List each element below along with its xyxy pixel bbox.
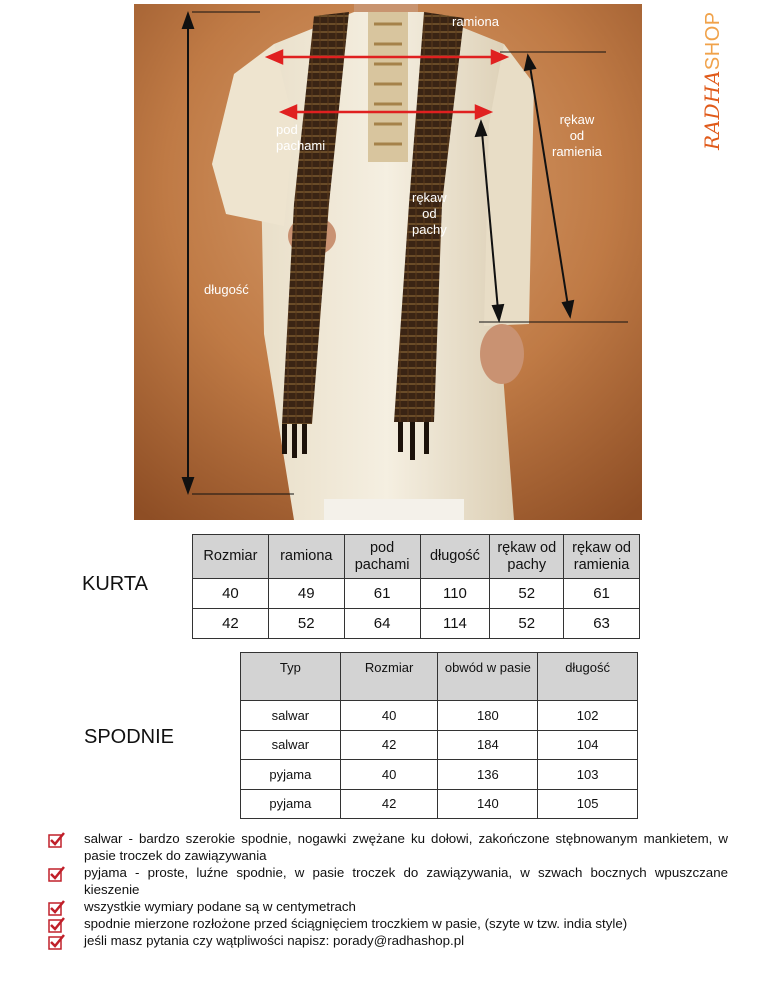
brand-part2: SHOP (702, 11, 724, 71)
label-underarm: pod pachami (276, 122, 326, 153)
table-cell: pyjama (241, 760, 341, 790)
checkbox-icon (48, 900, 66, 916)
spodnie-size-table (240, 652, 638, 819)
table-cell: 42 (340, 730, 438, 760)
kurta-header: Rozmiar (193, 535, 269, 579)
table-cell: 103 (538, 760, 638, 790)
label-shoulders: ramiona (452, 14, 499, 29)
spodnie-header: Typ (241, 653, 341, 701)
kurta-illustration (134, 4, 642, 520)
label-sleeve-shoulder: rękaw od ramienia (552, 112, 602, 159)
table-cell: salwar (241, 701, 341, 731)
spodnie-header-row (241, 653, 638, 701)
trousers (324, 499, 464, 520)
checkbox-icon (48, 917, 66, 933)
spodnie-header: obwód w pasie (438, 653, 538, 701)
product-photo (134, 4, 642, 520)
table-cell: 105 (538, 789, 638, 819)
list-item (48, 915, 728, 932)
table-cell: 42 (340, 789, 438, 819)
kurta-header: pod pachami (344, 535, 420, 579)
spodnie-header: długość (538, 653, 638, 701)
brand-logo (700, 11, 726, 150)
checkbox-icon (48, 934, 66, 950)
label-length: długość (204, 282, 249, 297)
placket (368, 12, 408, 162)
table-cell: 40 (340, 701, 438, 731)
table-row (241, 789, 638, 819)
table-row (241, 760, 638, 790)
table-cell: 110 (420, 579, 490, 609)
table-cell: 61 (344, 579, 420, 609)
spodnie-header: Rozmiar (340, 653, 438, 701)
table-cell: 114 (420, 609, 490, 639)
table-cell: 40 (340, 760, 438, 790)
note-text: salwar - bardzo szerokie spodnie, nogawki zwężane ku dołowi, zakończone stębnowanym mankietem, w pasie troczek do zawiązywania (84, 831, 728, 863)
kurta-title: KURTA (82, 573, 148, 595)
checkbox-icon (48, 866, 66, 882)
note-text: jeśli masz pytania czy wątpliwości napisz: porady@radhashop.pl (84, 933, 465, 948)
note-text: spodnie mierzone rozłożone przed ściągnięciem troczkiem w pasie, (szyte w tzw. india style) (84, 916, 628, 931)
table-cell: 140 (438, 789, 538, 819)
label-sleeve-armpit: rękaw od pachy (412, 190, 447, 237)
checkbox-icon (48, 832, 66, 848)
note-text: pyjama - proste, luźne spodnie, w pasie troczek do zawiązywania, w szwach bocznych wpuszczane kieszenie (84, 865, 728, 897)
kurta-header-row (193, 535, 640, 579)
brand-part1: RADHA (700, 70, 724, 150)
table-cell: 61 (564, 579, 640, 609)
list-item (48, 932, 728, 949)
table-cell: 42 (193, 609, 269, 639)
table-cell: 63 (564, 609, 640, 639)
kurta-header: ramiona (268, 535, 344, 579)
kurta-size-table (192, 534, 640, 639)
table-cell: 52 (490, 579, 564, 609)
kurta-header: rękaw od pachy (490, 535, 564, 579)
table-cell: pyjama (241, 789, 341, 819)
table-cell: 40 (193, 579, 269, 609)
table-row (193, 579, 640, 609)
list-item (48, 864, 728, 898)
table-row (193, 609, 640, 639)
table-cell: 52 (490, 609, 564, 639)
table-cell: 49 (268, 579, 344, 609)
spodnie-title: SPODNIE (84, 726, 175, 748)
table-cell: 52 (268, 609, 344, 639)
kurta-header: długość (420, 535, 490, 579)
table-row (241, 701, 638, 731)
table-cell: 104 (538, 730, 638, 760)
list-item (48, 898, 728, 915)
table-cell: salwar (241, 730, 341, 760)
table-cell: 184 (438, 730, 538, 760)
notes-list (48, 830, 728, 949)
table-cell: 102 (538, 701, 638, 731)
table-row (241, 730, 638, 760)
table-cell: 180 (438, 701, 538, 731)
list-item (48, 830, 728, 864)
right-hand (480, 324, 524, 384)
table-cell: 64 (344, 609, 420, 639)
note-text: wszystkie wymiary podane są w centymetrach (84, 899, 356, 914)
table-cell: 136 (438, 760, 538, 790)
kurta-header: rękaw od ramienia (564, 535, 640, 579)
